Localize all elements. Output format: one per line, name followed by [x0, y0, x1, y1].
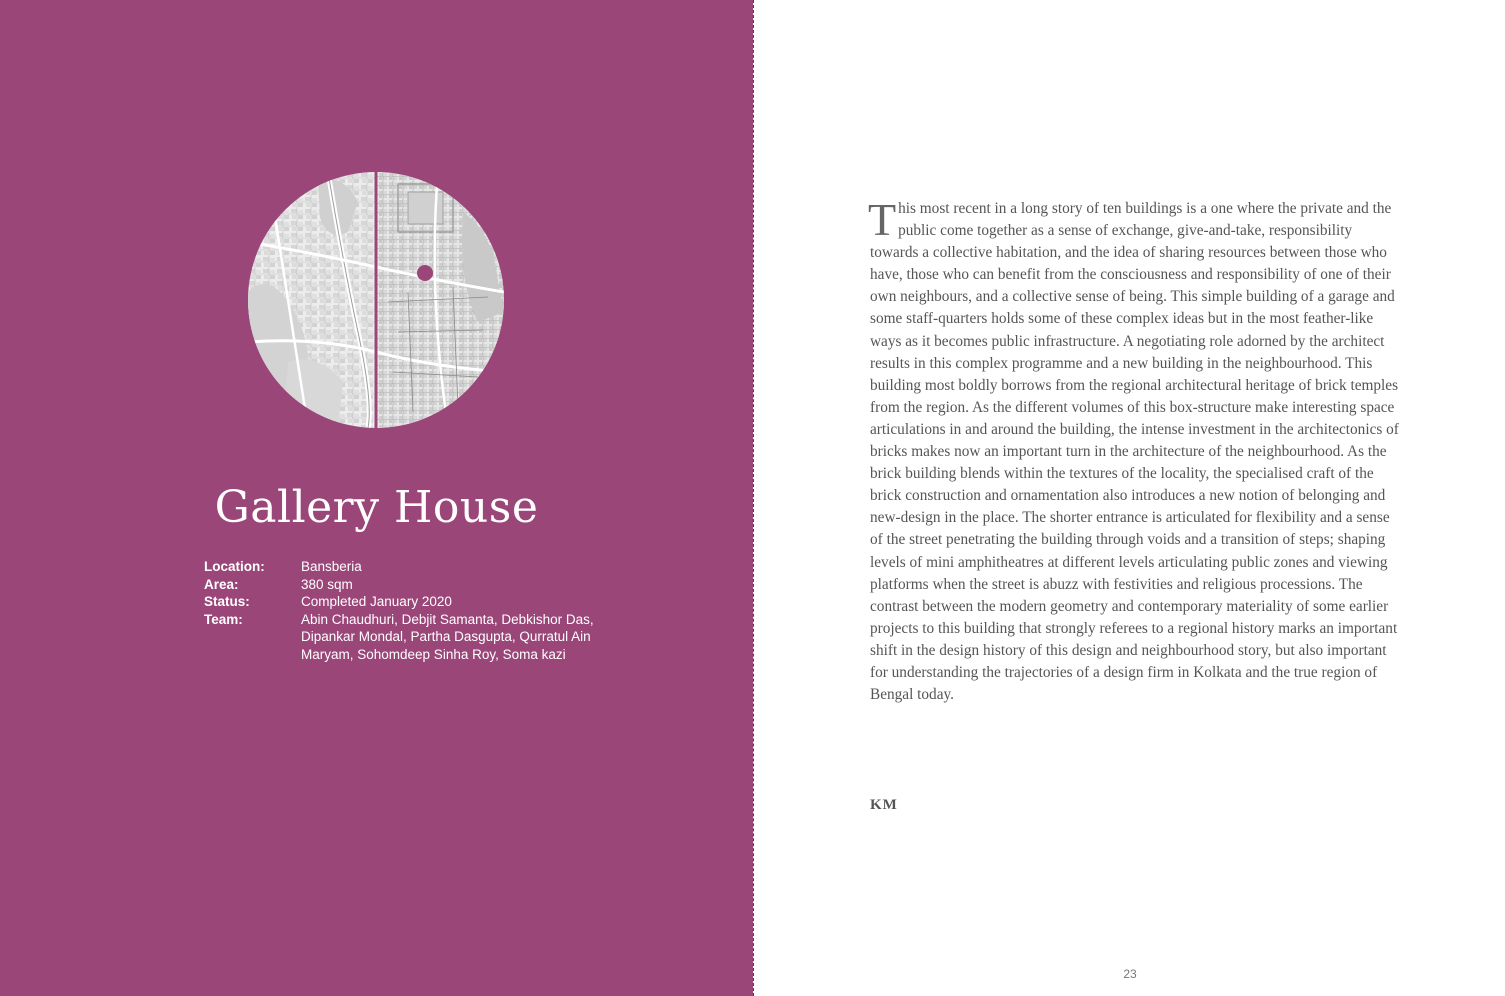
- fact-location: [204, 558, 624, 576]
- page-spine: [753, 0, 754, 996]
- fact-value: Abin Chaudhuri, Debjit Samanta, Debkishor Das, Dipankar Mondal, Partha Dasgupta, Qurratul Ain Maryam, Sohomdeep Sinha Roy, Soma kazi: [301, 611, 594, 662]
- fact-status: [204, 593, 624, 611]
- drop-cap: T: [868, 194, 897, 245]
- fact-value: Bansberia: [301, 559, 362, 574]
- fact-label: Area:: [204, 576, 239, 592]
- essay-body: his most recent in a long story of ten buildings is a one where the private and the public come together as a sense of exchange, give-and-take, responsibility towards a collective habitation, and the idea of sharing resources between those who have, those who can benefit from the consciousness and responsibility of one of their own neighbours, and a collective sense of being. This simple building of a garage and some staff-quarters holds some of these complex ideas but in the most feather-like ways as it becomes public infrastructure. A negotiating role adorned by the architect results in this complex programme and a new building in the neighbourhood. This building most boldly borrows from the regional architectural heritage of brick temples from the region. As the different volumes of this box-structure make interesting space articulations in and around the building, the intense investment in the architectonics of bricks makes now an important turn in the architecture of the neighbourhood. As the brick building blends within the textures of the locality, the specialised craft of the brick construction and ornamentation also introduces a new notion of belonging and new-design in the place. The shorter entrance is articulated for flexibility and a sense of the street penetrating the building through voids and a transition of steps; shaping levels of mini amphitheatres at different levels articulating public zones and viewing platforms when the street is abuzz with festivities and religious processions. The contrast between the modern geometry and contemporary materiality of some earlier projects to this building that strongly referees to a regional history marks an important shift in the design history of this design and neighbourhood story, but also important for understanding the trajectories of a design firm in Kolkata and the true region of Bengal today.: [870, 200, 1399, 704]
- fact-label: Team:: [204, 611, 243, 627]
- essay-text: [868, 194, 1400, 706]
- location-map: [248, 172, 504, 428]
- location-map-icon: [248, 172, 504, 428]
- project-title: Gallery House: [214, 482, 539, 533]
- fact-team: [204, 611, 624, 664]
- fact-label: Status:: [204, 594, 250, 609]
- fact-value: Completed January 2020: [301, 594, 452, 609]
- fact-area: [204, 576, 624, 594]
- project-facts: [204, 558, 624, 663]
- fact-value: 380 sqm: [301, 576, 353, 592]
- author-initials: KM: [870, 797, 898, 813]
- fact-label: Location:: [204, 559, 265, 574]
- page-number: 23: [1123, 967, 1137, 981]
